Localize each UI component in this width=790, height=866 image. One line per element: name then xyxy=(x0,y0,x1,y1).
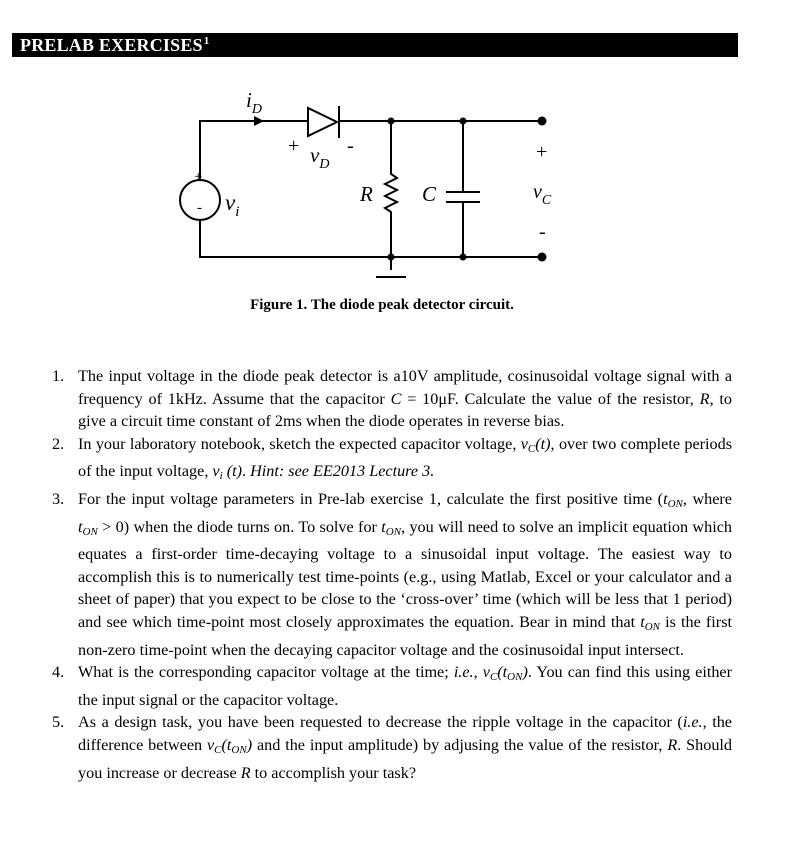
exercise-number: 3. xyxy=(52,489,65,508)
capacitor-label: C xyxy=(422,182,437,206)
section-title: PRELAB EXERCISES xyxy=(20,35,203,55)
exercise-item: 2. In your laboratory notebook, sketch the expected capacitor voltage, $v_C(t)$, over two complete periods of the input voltage, $v_i$ (t). Hint: see EE2013 Lecture 3. xyxy=(52,434,732,483)
output-terminal-bottom xyxy=(538,253,547,262)
exercise-item: 3. For the input voltage parameters in Pre-lab exercise 1, calculate the first positive time ($t_{ON}$, where $t_{ON} > 0$) when the diode turns on. To solve for $t_{ON}$, you will need to solve an implicit equation which equates a first-order time-decaying voltage to a sinusoidal input voltage. The easiest way to accomplish this is to numerically test time-points (e.g., using Matlab, Excel or your calculator and a sheet of paper) that you expect to be close to the ‘cross-over’ time (which will be less that 1 period) and see which time-point most closely approximates the equation. Bear in mind that $t_{ON}$ is the first non-zero time-point when the decaying capacitor voltage and the cosinusoidal input intersect. xyxy=(52,489,732,659)
source-plus-sign: + xyxy=(194,169,203,185)
output-voltage-label: $v_C$ xyxy=(533,181,552,208)
output-minus-sign: - xyxy=(539,221,546,243)
source-minus-sign: - xyxy=(197,200,202,216)
output-terminal-top xyxy=(538,117,547,126)
diode-symbol xyxy=(308,108,337,136)
source-voltage-label: $v_i$ xyxy=(225,190,240,220)
figure-caption: Figure 1. The diode peak detector circuit. xyxy=(250,297,514,313)
exercise-number: 2. xyxy=(52,434,65,453)
current-label: $i_D$ xyxy=(246,88,262,117)
resistor-symbol xyxy=(385,121,397,257)
exercise-item: 4. What is the corresponding capacitor voltage at the time; i.e., $v_C(t_{ON})$. You can find this using either the input signal or the capacitor voltage. xyxy=(52,663,732,709)
junction-dot xyxy=(460,118,467,125)
exercise-item: 1. The input voltage in the diode peak detector is a10V amplitude, cosinusoidal voltage signal with a frequency of 1kHz. Assume that the capacitor C = 10μF. Calculate the value of the resistor, R, to give a circuit time constant of 2ms when the diode operates in reverse bias. xyxy=(52,367,733,431)
junction-dot xyxy=(388,254,395,261)
junction-dot xyxy=(460,254,467,261)
current-arrow-head xyxy=(254,116,264,126)
footnote-marker: 1 xyxy=(203,35,210,47)
exercise-number: 4. xyxy=(52,663,65,682)
resistor-label: R xyxy=(360,182,373,206)
capacitor-symbol xyxy=(446,121,480,257)
diode-voltage-label: $v_D$ xyxy=(310,143,330,172)
peak-detector-circuit xyxy=(160,80,580,290)
exercise-item: 5. As a design task, you have been requested to decrease the ripple voltage in the capacitor (i.e., the difference between $v_C(t_{ON})$ and the input amplitude) by adjusing the value of the resistor, R. Should you increase or decrease R to accomplish your task? xyxy=(52,713,732,782)
section-header xyxy=(12,33,738,57)
exercise-list xyxy=(52,365,732,784)
exercise-number: 1. xyxy=(52,367,65,385)
exercise-number: 5. xyxy=(52,713,65,732)
diode-minus-sign: - xyxy=(347,135,354,157)
left-wire-bottom xyxy=(200,220,540,257)
diode-plus-sign: + xyxy=(288,135,300,157)
output-plus-sign: + xyxy=(536,141,548,163)
junction-dot xyxy=(388,118,395,125)
